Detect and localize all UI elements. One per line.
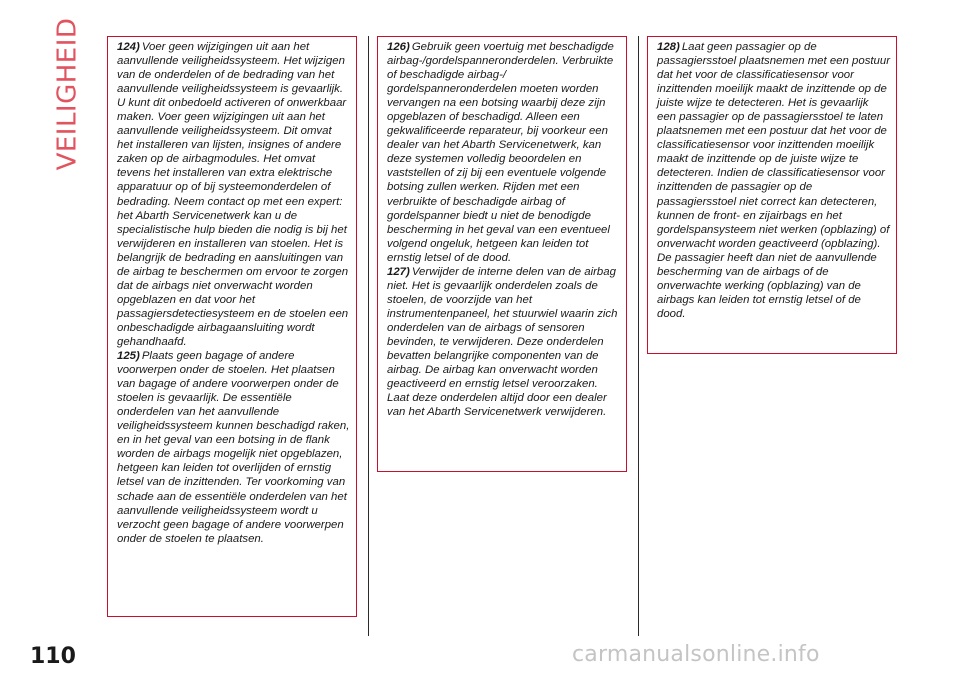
warning-127: [387, 265, 620, 420]
warning-text: Gebruik geen voertuig met beschadigde airbag-/gordelspanneronderdelen. Verbruikte of beschadigde airbag-/ gordelspanneronderdelen moeten worden vervangen na een botsing waarbij deze zijn opgeblazen of beschadigd. Alleen een gekwalificeerde reparateur, bij voorkeur een dealer van het Abarth Servicenetwerk, kan deze systemen volledig beoordelen en vaststellen of zij bij een eventuele volgende botsing zullen werken. Rijden met een verbruikte of beschadigde airbag of gordelspanner biedt u niet de benodigde bescherming in het geval van een eventueel volgend ongeluk, hetgeen kan leiden tot ernstig letsel of de dood.: [387, 41, 614, 264]
section-title-text: VEILIGHEID: [52, 17, 83, 171]
warning-text: Plaats geen bagage of andere voorwerpen onder de stoelen. Het plaatsen van bagage of andere voorwerpen onder de stoelen is gevaarlijk. De essentiële onderdelen van het aanvullende veiligheidssysteem kunnen beschadigd raken, en in het geval van een botsing in de flank worden de airbags mogelijk niet opgeblazen, hetgeen kan leiden tot overlijden of ernstig letsel van de inzittenden. Ter voorkoming van schade aan de essentiële onderdelen van het aanvullende veiligheidssysteem wordt u verzocht geen bagage of andere voorwerpen onder de stoelen te plaatsen.: [117, 350, 350, 545]
warning-text: Voer geen wijzigingen uit aan het aanvullende veiligheidssysteem. Het wijzigen van de onderdelen of de bedrading van het aanvullende veiligheidssysteem is gevaarlijk. U kunt dit onbedoeld activeren of onwerkbaar maken. Voer geen wijzigingen uit aan het aanvullende veiligheidssysteem. Dit omvat het installeren van lijsten, insignes of andere zaken op de airbagmodules. Het omvat tevens het installeren van extra elektrische apparatuur op of bij systeemonderdelen of bedrading. Neem contact op met een expert: het Abarth Servicenetwerk kan u de specialistische hulp bieden die nodig is bij het verwijderen en installeren van stoelen. Het is belangrijk de bedrading en aansluitingen van de airbag te beschermen om ervoor te zorgen dat de airbags niet onverwacht worden opgeblazen en dat voor het passagiersdetectiesysteem en de stoelen een onbeschadigde airbagaansluiting wordt gehandhaafd.: [117, 41, 349, 348]
warning-text: Laat geen passagier op de passagiersstoel plaatsnemen met een postuur dat het voor de classificatiesensor voor inzittenden moeilijk maakt de inzittende op de juiste wijze te detecteren. Het is gevaarlijk een passagier op de passagiersstoel te laten plaatsnemen met een postuur dat het voor de classificatiesensor voor inzittenden moeilijk maakt de inzittende op de juiste wijze te detecteren. Indien de classificatiesensor voor inzittenden de passagier op de passagiersstoel niet correct kan detecteren, kunnen de front- en zijairbags en het gordelspansysteem niet werken (opblazing) of onverwacht worden geactiveerd (opblazing). De passagier heeft dan niet de aanvullende bescherming van de airbags of de onverwachte werking (opblazing) van de airbags kan leiden tot ernstig letsel of de dood.: [657, 41, 891, 320]
warning-box-column-1: [107, 36, 357, 617]
warning-number: 126): [387, 41, 410, 53]
warning-number: 125): [117, 350, 140, 363]
warning-128: [657, 40, 890, 321]
warning-number: 127): [387, 265, 410, 278]
warning-126: [387, 40, 620, 265]
warning-number: 128): [657, 41, 680, 53]
column-divider-2: [638, 36, 639, 636]
warning-number: 124): [117, 41, 140, 53]
page-number: 110: [30, 644, 76, 669]
watermark: carmanualsonline.info: [572, 642, 820, 667]
column-divider-1: [368, 36, 369, 636]
warning-box-column-2: [377, 36, 627, 472]
section-title: [50, 17, 84, 171]
warning-box-column-3: [647, 36, 897, 354]
warning-text: Verwijder de interne delen van de airbag niet. Het is gevaarlijk onderdelen zoals de stoelen, de voorzijde van het instrumentenpaneel, het stuurwiel waarin zich onderdelen van de airbags of sensoren bevinden, te verwijderen. Deze onderdelen bevatten belangrijke componenten van de airbag. De airbag kan onverwacht worden geactiveerd en ernstig letsel veroorzaken. Laat deze onderdelen altijd door een dealer van het Abarth Servicenetwerk verwijderen.: [387, 265, 618, 419]
warning-124: [117, 40, 350, 349]
warning-125: [117, 349, 350, 546]
